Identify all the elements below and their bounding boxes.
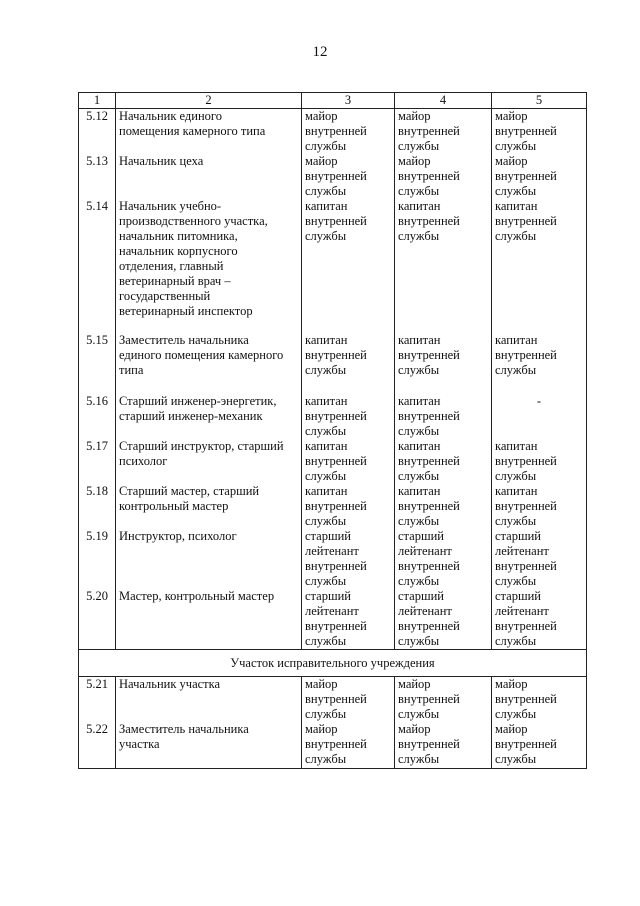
position-title: Мастер, контрольный мастер	[116, 589, 302, 650]
table-row	[79, 333, 587, 394]
position-title: Старший мастер, старший контрольный мастер	[116, 484, 302, 529]
position-title: Инструктор, психолог	[116, 529, 302, 589]
row-number: 5.12	[79, 109, 116, 155]
rank-cell: капитан внутренней службы	[395, 439, 492, 484]
rank-cell: капитан внутренней службы	[302, 333, 395, 394]
column-header: 3	[302, 93, 395, 109]
row-number: 5.18	[79, 484, 116, 529]
rank-cell: майор внутренней службы	[395, 677, 492, 723]
page-number: 12	[312, 44, 328, 60]
row-number: 5.16	[79, 394, 116, 439]
empty-rank-dash: -	[492, 394, 587, 439]
rank-cell: майор внутренней службы	[492, 722, 587, 768]
rank-cell: капитан внутренней службы	[395, 333, 492, 394]
column-header: 5	[492, 93, 587, 109]
section-row	[79, 650, 587, 677]
rank-cell: старший лейтенант внутренней службы	[492, 529, 587, 589]
rank-cell: старший лейтенант внутренней службы	[302, 589, 395, 650]
table-row	[79, 199, 587, 333]
rank-cell: капитан внутренней службы	[492, 484, 587, 529]
row-number: 5.17	[79, 439, 116, 484]
table-row	[79, 439, 587, 484]
rank-cell: майор внутренней службы	[395, 154, 492, 199]
rank-cell: капитан внутренней службы	[302, 439, 395, 484]
row-number: 5.21	[79, 677, 116, 723]
rank-cell: капитан внутренней службы	[492, 439, 587, 484]
position-title: Старший инструктор, старший психолог	[116, 439, 302, 484]
table-row	[79, 484, 587, 529]
table-row	[79, 589, 587, 650]
table-row	[79, 109, 587, 155]
rank-cell: майор внутренней службы	[302, 677, 395, 723]
table-row	[79, 722, 587, 768]
rank-cell: майор внутренней службы	[395, 722, 492, 768]
position-title: Начальник цеха	[116, 154, 302, 199]
rank-cell: старший лейтенант внутренней службы	[492, 589, 587, 650]
rank-cell: майор внутренней службы	[492, 154, 587, 199]
rank-cell: капитан внутренней службы	[395, 394, 492, 439]
row-number: 5.13	[79, 154, 116, 199]
rank-cell: капитан внутренней службы	[302, 394, 395, 439]
table-row	[79, 677, 587, 723]
rank-cell: старший лейтенант внутренней службы	[302, 529, 395, 589]
rank-cell: капитан внутренней службы	[302, 199, 395, 333]
table-row	[79, 154, 587, 199]
column-header: 2	[116, 93, 302, 109]
rank-cell: капитан внутренней службы	[492, 199, 587, 333]
rank-cell: капитан внутренней службы	[395, 199, 492, 333]
positions-table	[78, 92, 587, 769]
rank-cell: майор внутренней службы	[302, 109, 395, 155]
table-row	[79, 394, 587, 439]
column-header: 4	[395, 93, 492, 109]
row-number: 5.19	[79, 529, 116, 589]
table-row	[79, 529, 587, 589]
rank-cell: майор внутренней службы	[492, 109, 587, 155]
rank-cell: майор внутренней службы	[492, 677, 587, 723]
rank-cell: капитан внутренней службы	[395, 484, 492, 529]
position-title: Начальник участка	[116, 677, 302, 723]
row-number: 5.20	[79, 589, 116, 650]
row-number: 5.14	[79, 199, 116, 333]
position-title: Заместитель начальника участка	[116, 722, 302, 768]
column-header: 1	[79, 93, 116, 109]
position-title: Старший инженер-энергетик, старший инженер-механик	[116, 394, 302, 439]
rank-cell: капитан внутренней службы	[492, 333, 587, 394]
rank-cell: капитан внутренней службы	[302, 484, 395, 529]
row-number: 5.22	[79, 722, 116, 768]
rank-cell: старший лейтенант внутренней службы	[395, 589, 492, 650]
section-title: Участок исправительного учреждения	[79, 650, 587, 677]
table-header-row	[79, 93, 587, 109]
position-title: Начальник единого помещения камерного типа	[116, 109, 302, 155]
position-title: Начальник учебно- производственного участка, начальник питомника, начальник корпусного отделения, главный ветеринарный врач – государственный ветеринарный инспектор	[116, 199, 302, 333]
row-number: 5.15	[79, 333, 116, 394]
rank-cell: майор внутренней службы	[302, 154, 395, 199]
rank-cell: майор внутренней службы	[395, 109, 492, 155]
rank-cell: старший лейтенант внутренней службы	[395, 529, 492, 589]
position-title: Заместитель начальника единого помещения камерного типа	[116, 333, 302, 394]
rank-cell: майор внутренней службы	[302, 722, 395, 768]
